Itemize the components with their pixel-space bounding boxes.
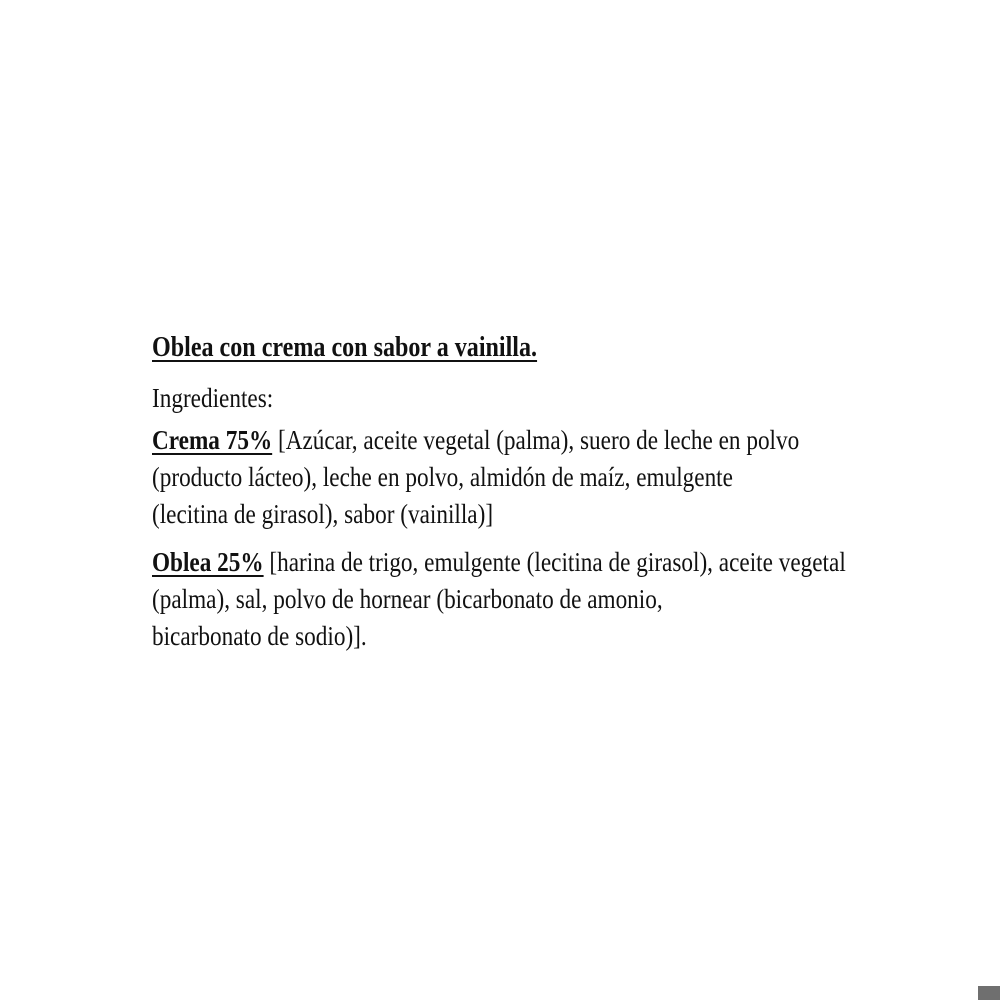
ingredient-oblea (152, 544, 846, 655)
ingredient-line: bicarbonato de sodio)]. (152, 621, 367, 651)
ingredient-text: [Azúcar, aceite vegetal (palma), suero de leche en polvo (272, 425, 800, 455)
product-title: Oblea con crema con sabor a vainilla. (152, 332, 538, 363)
ingredient-name-oblea: Oblea 25% (152, 547, 264, 577)
ingredient-crema (152, 422, 840, 533)
ingredient-label (152, 326, 952, 655)
corner-mark (978, 986, 1000, 1000)
ingredient-line: (lecitina de girasol), sabor (vainilla)] (152, 499, 494, 529)
ingredient-name-crema: Crema 75% (152, 425, 273, 455)
ingredients-heading: Ingredientes: (152, 383, 274, 413)
ingredient-text: [harina de trigo, emulgente (lecitina de girasol), aceite vegetal (263, 547, 846, 577)
ingredient-line (152, 422, 840, 459)
ingredient-line: (palma), sal, polvo de hornear (bicarbonato de amonio, (152, 584, 663, 614)
ingredient-line (152, 544, 846, 581)
ingredient-line: (producto lácteo), leche en polvo, almidón de maíz, emulgente (152, 462, 733, 492)
